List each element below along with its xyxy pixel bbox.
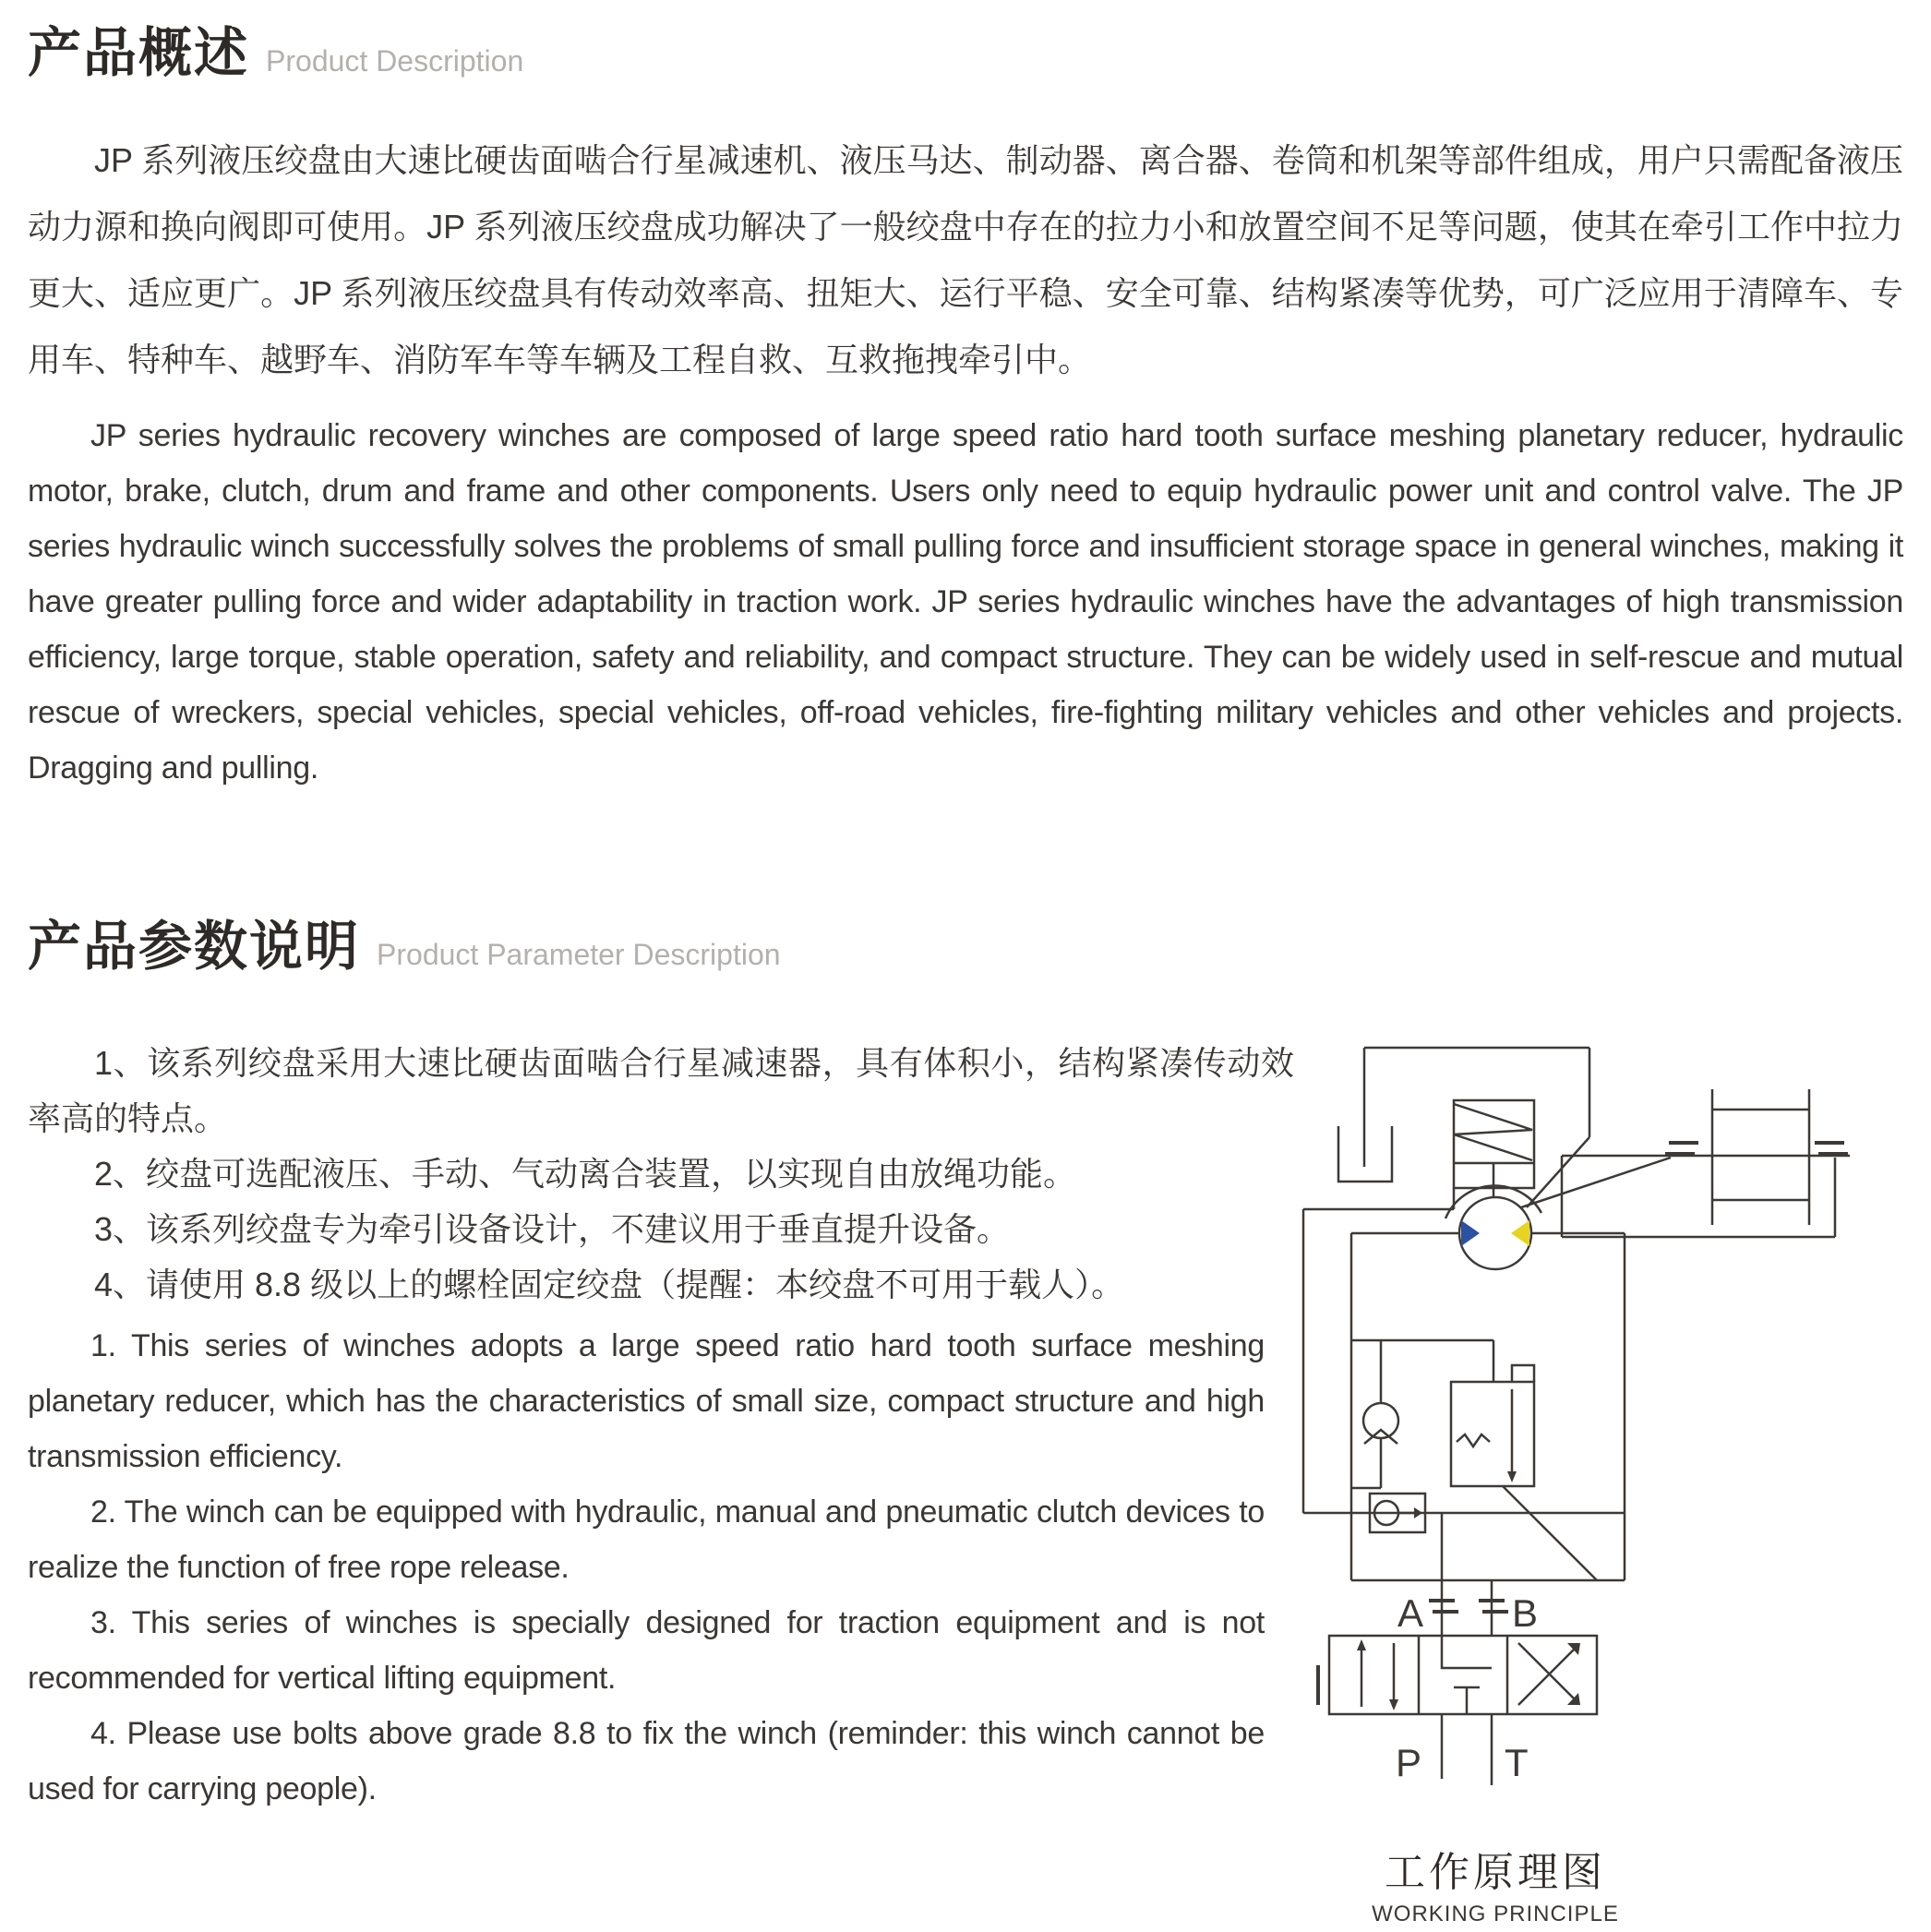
brake-symbol xyxy=(1454,1100,1534,1198)
list-item: 1、该系列绞盘采用大速比硬齿面啮合行星减速器，具有体积小，结构紧凑传动效率高的特点。 xyxy=(28,1044,1294,1137)
port-lines-pt xyxy=(1396,1714,1529,1785)
parameters-title-en: Product Parameter Description xyxy=(377,938,781,971)
list-item: 3、该系列绞盘专为牵引设备设计，不建议用于垂直提升设备。 xyxy=(94,1210,1011,1248)
hydraulic-motor-symbol xyxy=(1445,1185,1541,1269)
overview-title-en: Product Description xyxy=(266,44,524,78)
diagram-caption-en: WORKING PRINCIPLE xyxy=(1372,1902,1619,1926)
shuttle-arrowhead xyxy=(1414,1507,1422,1518)
list-item: 2、绞盘可选配液压、手动、气动离合装置，以实现自由放绳功能。 xyxy=(94,1155,1077,1193)
motor-inlet-arrow xyxy=(1461,1220,1480,1246)
list-item: 2. The winch can be equipped with hydraulic, manual and pneumatic clutch devices to realize the function of free rope release. xyxy=(28,1494,1265,1585)
motor-outlet-arrow xyxy=(1511,1220,1529,1246)
port-label-a: A xyxy=(1397,1591,1423,1635)
list-item: 1. This series of winches adopts a large speed ratio hard tooth surface meshing planetary reducer, which has the characteristics of small size, compact structure and high transmission efficiency. xyxy=(28,1328,1265,1474)
valve-arrow-up xyxy=(1357,1639,1366,1650)
valve-arrow-down xyxy=(1389,1699,1398,1710)
directional-valve-symbol xyxy=(1318,1636,1597,1714)
winch-drum-symbol xyxy=(1562,1089,1850,1237)
section-parameters-heading xyxy=(28,903,781,980)
section-overview-heading xyxy=(28,9,523,87)
list-item: 3. This series of winches is specially designed for traction equipment and is not recommended for vertical lifting equipment. xyxy=(28,1605,1265,1696)
list-item: 4. Please use bolts above grade 8.8 to fix the winch (reminder: this winch cannot be used for carrying people). xyxy=(28,1716,1265,1806)
relief-arrowhead xyxy=(1507,1471,1517,1482)
overview-paragraph-en: JP series hydraulic recovery winches are composed of large speed ratio hard tooth surface meshing planetary reducer, hydraulic motor, brake, clutch, drum and frame and other components. Users only need to equip hydraulic power unit and control valve. The JP series hydraulic winch successfully solves the problems of small pulling force and insufficient storage space in general winches, making it have greater pulling force and wider adaptability in traction work. JP series hydraulic winches have the advantages of high transmission efficiency, large torque, stable operation, safety and reliability, and compact structure. They can be widely used in self-rescue and mutual rescue of wreckers, special vehicles, special vehicles, off-road vehicles, fire-fighting military vehicles and other vehicles and projects. Dragging and pulling. xyxy=(28,418,1903,786)
parameter-list-zh xyxy=(28,1036,1294,1313)
overview-title-zh: 产品概述 xyxy=(28,23,250,83)
pilot-line xyxy=(1364,1048,1589,1207)
port-label-b: B xyxy=(1512,1591,1539,1635)
working-principle-diagram xyxy=(1292,1026,1901,1830)
overview-paragraph-zh: JP 系列液压绞盘由大速比硬齿面啮合行星减速机、液压马达、制动器、离合器、卷筒和机架等部件组成，用户只需配备液压动力源和换向阀即可使用。JP 系列液压绞盘成功解决了一般绞盘中存在的拉力小和放置空间不足等问题，使其在牵引工作中拉力更大、适应更广。JP 系列液压绞盘具有传动效率高、扭矩大、运行平稳、安全可靠、结构紧凑等优势，可广泛应用于清障车、专用车、特种车、越野车、消防军车等车辆及工程自救、互救拖拽牵引中。 xyxy=(28,141,1903,378)
relief-valve-symbol xyxy=(1451,1340,1597,1580)
port-label-p: P xyxy=(1395,1741,1421,1784)
port-label-t: T xyxy=(1505,1741,1529,1784)
parameters-title-zh: 产品参数说明 xyxy=(28,917,361,977)
motor-drum-shaft xyxy=(1521,1158,1671,1207)
diagram-caption xyxy=(1292,1839,1698,1927)
parameter-list-en xyxy=(28,1318,1265,1817)
list-item: 4、请使用 8.8 级以上的螺栓固定绞盘（提醒：本绞盘不可用于载人）。 xyxy=(94,1266,1125,1303)
diagram-caption-zh: 工作原理图 xyxy=(1385,1850,1606,1895)
left-return-line xyxy=(1303,1188,1454,1513)
check-valve-symbol xyxy=(1351,1340,1493,1488)
